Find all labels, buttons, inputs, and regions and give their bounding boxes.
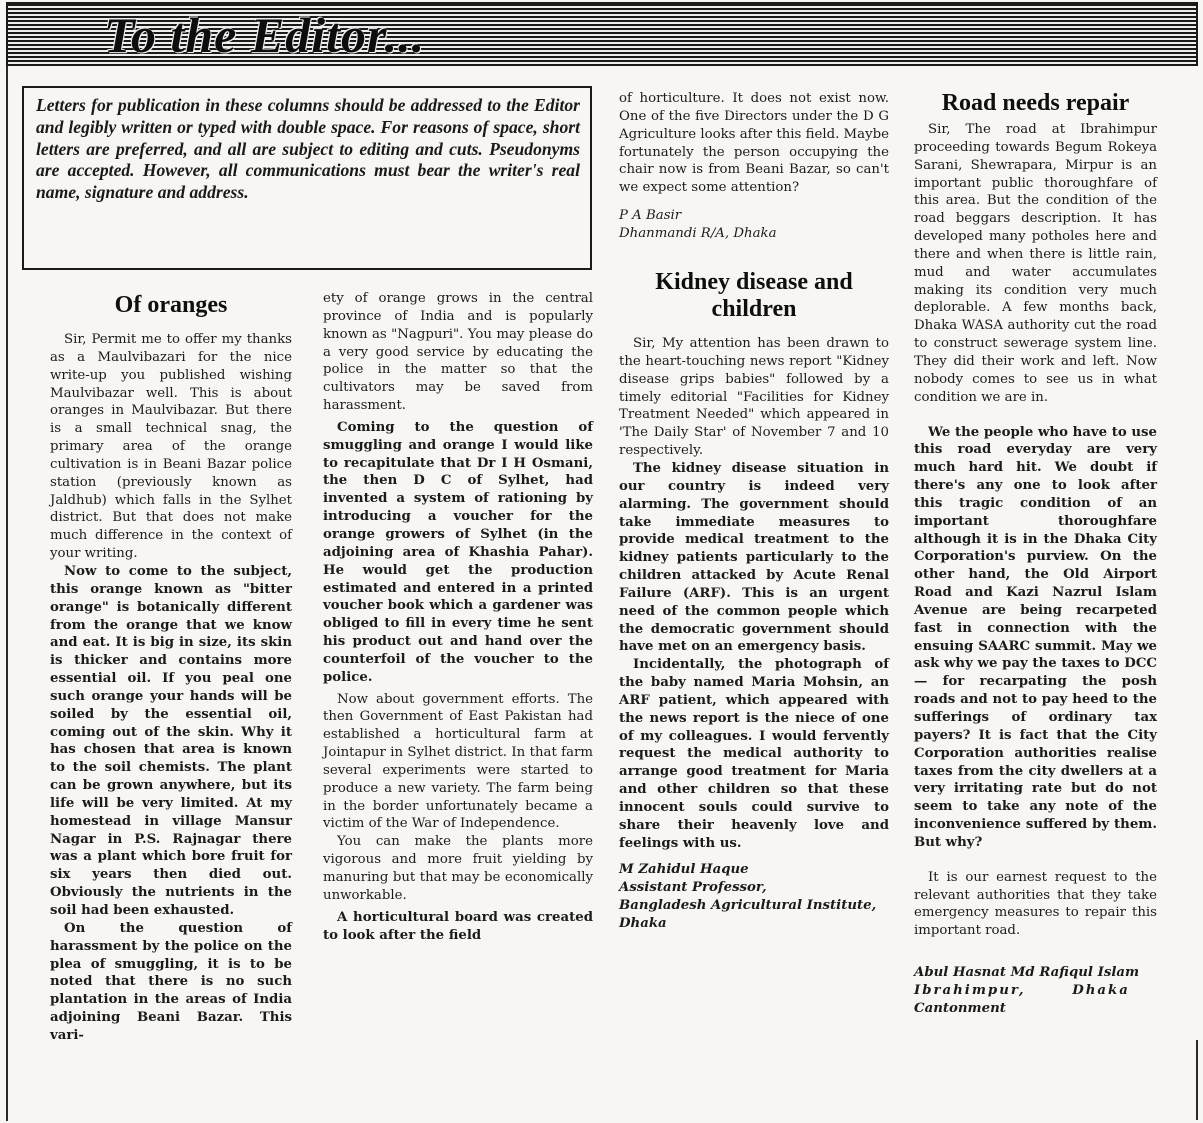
left-border: [6, 66, 8, 1121]
paragraph: Now about government efforts. The then Government of East Pakistan had established a horticultural farm at Jointapur in Sylhet district. In that farm several experiments were started to produce a new variety. The farm being in the border unfortunately became a victim of the War of Independence.: [323, 691, 593, 832]
page-title: To the Editor...: [104, 7, 426, 63]
header-banner: [6, 2, 1198, 66]
paragraph: We the people who have to use this road everyday are very much hard hit. We doubt if there's any one to look after this tragic condition of an important thoroughfare although it is in the Dhaka City Corporation's purview. On the other hand, the Old Airport Road and Kazi Nazrul Islam Avenue are being recarpeted fast in connection with the ensuing SAARC summit. May we ask why we pay the taxes to DCC — for recarpating the posh roads and not to pay heed to the sufferings of ordinary tax payers? It is fact that the City Corporation authorities realise taxes from the city dwellers at a very irritating rate but do not seem to take any note of the inconvenience suffered by them. But why?: [914, 424, 1157, 850]
letter-heading-road: Road needs repair: [941, 90, 1130, 116]
paragraph: A horticultural board was created to look after the field: [323, 909, 593, 943]
editorial-notice: Letters for publication in these columns should be addressed to the Editor and legibly written or typed with double space. For reasons of space, short letters are preferred, and all are subject to editing and cuts. Pseudonyms are accepted. However, all communications must bear the writer's real name, signature and address.: [22, 86, 592, 270]
paragraph: It is our earnest request to the relevant authorities that they take emergency measures to repair this important road.: [914, 869, 1157, 939]
signature-place: Cantonment: [914, 1001, 1006, 1017]
paragraph: of horticulture. It does not exist now. One of the five Directors under the D G Agriculture looks after this field. Maybe fortunately the person occupying the chair now is from Beani Bazar, so can't we expect some attention?: [619, 91, 889, 196]
paragraph: The kidney disease situation in our country is indeed very alarming. The government should take immediate measures to provide medical treatment to the kidney patients particularly to the children attacked by Acute Renal Failure (ARF). This is an urgent need of the common people which the democratic government should have met on an emergency basis.: [619, 460, 889, 655]
paragraph: Sir, Permit me to offer my thanks as a Maulvibazari for the nice write-up you published wishing Maulvibazar well. This is about oranges in Maulvibazar. But there is a small technical snag, the primary area of the orange cultivation is in Beani Bazar police station (previously known as Jaldhub) which falls in the Sylhet district. But that does not make much difference in the context of your writing.: [50, 332, 292, 562]
paragraph: Coming to the question of smuggling and orange I would like to recapitulate that Dr I H Osmani, the then D C of Sylhet, had invented a system of rationing by introducing a voucher for the orange growers of Sylhet (in the adjoining area of Khashia Pahar). He would get the production estimated and entered in a printed voucher book which a gardener was obliged to fill in every time he sent his product out and hand over the counterfoil of the voucher to the police.: [323, 419, 593, 685]
signature-place: Ibrahimpur, Dhaka: [914, 983, 1130, 999]
paragraph: ety of orange grows in the central province of India and is popularly known as "Nagpuri". You may please do a very good service by educating the police in the matter so that the cultivators may be saved from harassment.: [323, 291, 593, 414]
paragraph: Incidentally, the photograph of the baby named Maria Mohsin, an ARF patient, which appeared with the news report is the niece of one of my colleagues. I would fervently request the medical authority to arrange good treatment for Maria and other children so that these innocent souls could survive to share their heavenly love and feelings with us.: [619, 657, 889, 851]
letter-heading-kidney: Kidney disease and children: [655, 269, 853, 323]
signature-place: Dhanmandi R/A, Dhaka: [619, 226, 777, 242]
signature-name: M Zahidul Haque: [619, 861, 749, 877]
signature-name: Abul Hasnat Md Rafiqul Islam: [914, 965, 1140, 981]
paragraph: You can make the plants more vigorous and more fruit yielding by manuring but that may be economically unworkable.: [323, 834, 593, 903]
paragraph: On the question of harassment by the police on the plea of smuggling, it is to be noted that there is no such plantation in the areas of India adjoining Beani Bazar. This vari-: [50, 920, 292, 1043]
right-border: [1196, 1040, 1198, 1120]
column-1: [50, 292, 292, 1045]
column-3: [619, 90, 889, 933]
paragraph: Sir, My attention has been drawn to the heart-touching news report "Kidney disease grips babies" followed by a timely editorial "Facilities for Kidney Treatment Needed" which appeared in 'The Daily Star' of November 7 and 10 respectively.: [619, 336, 889, 459]
column-2: [323, 290, 593, 944]
paragraph: Sir, The road at Ibrahimpur proceeding towards Begum Rokeya Sarani, Shewrapara, Mirpur is an important public thoroughfare of this area. But the condition of the road beggars description. It has developed many potholes here and there and when there is little rain, mud and water accumulates making its condition very much deplorable. A few months back, Dhaka WASA authority cut the road to construct sewerage system line. They did their work and left. Now nobody comes to see us in what condition we are in.: [914, 122, 1157, 405]
signature-name: P A Basir: [619, 208, 682, 224]
signature-title: Assistant Professor,: [619, 879, 767, 895]
signature-organization: Bangladesh Agricultural Institute, Dhaka: [619, 897, 877, 931]
letter-heading-oranges: Of oranges: [114, 292, 228, 318]
paragraph: Now to come to the subject, this orange known as "bitter orange" is botanically different from the orange that we know and eat. It is big in size, its skin is thicker and contains more essential oil. If you peal one such orange your hands will be soiled by the essential oil, coming out of the skin. Why it has chosen that area is known to the soil chemists. The plant can be grown anywhere, but its life will be very limited. At my homestead in village Mansur Nagar in P.S. Rajnagar there was a plant which bore fruit for six years then died out. Obviously the nutrients in the soil had been exhausted.: [50, 563, 292, 918]
column-4: [914, 90, 1157, 1018]
